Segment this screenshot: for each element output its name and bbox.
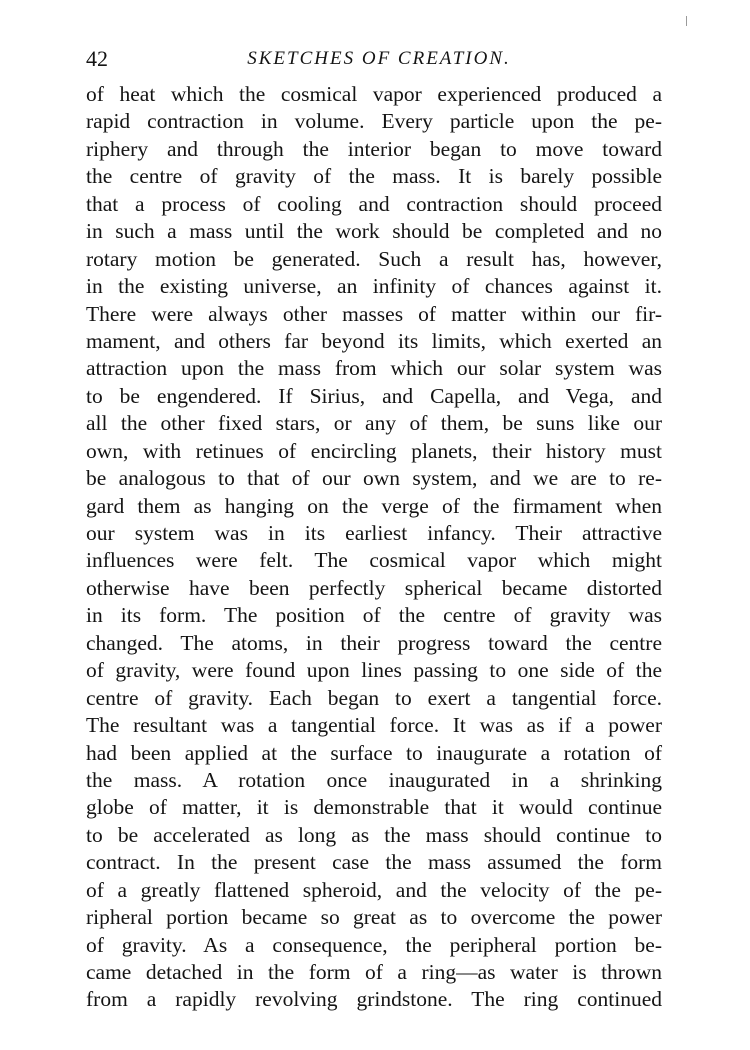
- text-line: The resultant was a tangential force. It was as if a power: [86, 713, 662, 738]
- page-number: 42: [86, 46, 108, 71]
- text-line: be analogous to that of our own system, and we are to re-: [86, 466, 662, 491]
- text-line: to be engendered. If Sirius, and Capella, and Vega, and: [86, 383, 662, 408]
- text-line: in the existing universe, an infinity of chances against it.: [86, 274, 662, 299]
- text-line: of a greatly flattened spheroid, and the velocity of the pe-: [86, 877, 662, 902]
- text-line: centre of gravity. Each began to exert a tangential force.: [86, 685, 662, 710]
- text-line: changed. The atoms, in their progress toward the centre: [86, 630, 662, 655]
- text-line: that a process of cooling and contraction should proceed: [86, 191, 662, 216]
- text-line: influences were felt. The cosmical vapor which might: [86, 548, 662, 573]
- text-line: had been applied at the surface to inaugurate a rotation of: [86, 740, 662, 765]
- text-line: gard them as hanging on the verge of the firmament when: [86, 493, 662, 518]
- text-line: contract. In the present case the mass assumed the form: [86, 850, 662, 875]
- running-head: SKETCHES OF CREATION.: [247, 48, 511, 69]
- text-line: rapid contraction in volume. Every particle upon the pe-: [86, 109, 662, 134]
- text-line: own, with retinues of encircling planets, their history must: [86, 438, 662, 463]
- text-line: otherwise have been perfectly spherical became distorted: [86, 575, 662, 600]
- text-line: of gravity. As a consequence, the peripheral portion be-: [86, 932, 662, 957]
- text-line: of heat which the cosmical vapor experienced produced a: [86, 82, 662, 106]
- text-line: came detached in the form of a ring—as water is thrown: [86, 960, 662, 984]
- text-line: the centre of gravity of the mass. It is barely possible: [86, 164, 662, 189]
- text-line: of gravity, were found upon lines passing to one side of the: [86, 658, 662, 683]
- text-line: the mass. A rotation once inaugurated in a shrinking: [86, 767, 662, 792]
- text-line: rotary motion be generated. Such a result has, however,: [86, 246, 662, 271]
- text-line: to be accelerated as long as the mass should continue to: [86, 822, 662, 847]
- text-line: globe of matter, it is demonstrable that it would continue: [86, 795, 662, 820]
- text-line: riphery and through the interior began to move toward: [86, 136, 662, 161]
- text-line: our system was in its earliest infancy. Their attractive: [86, 521, 662, 545]
- text-line: ripheral portion became so great as to overcome the power: [86, 905, 662, 930]
- text-line: in such a mass until the work should be completed and no: [86, 219, 662, 244]
- text-line: all the other fixed stars, or any of them, be suns like our: [86, 411, 662, 436]
- body-text: [86, 81, 662, 1014]
- page-header: [86, 44, 662, 74]
- text-line: mament, and others far beyond its limits, which exerted an: [86, 328, 662, 353]
- text-line: in its form. The position of the centre of gravity was: [86, 603, 662, 628]
- margin-mark: [686, 16, 687, 26]
- text-line: from a rapidly revolving grindstone. The ring continued: [86, 987, 662, 1012]
- text-line: attraction upon the mass from which our solar system was: [86, 356, 662, 381]
- text-line: There were always other masses of matter within our fir-: [86, 301, 662, 326]
